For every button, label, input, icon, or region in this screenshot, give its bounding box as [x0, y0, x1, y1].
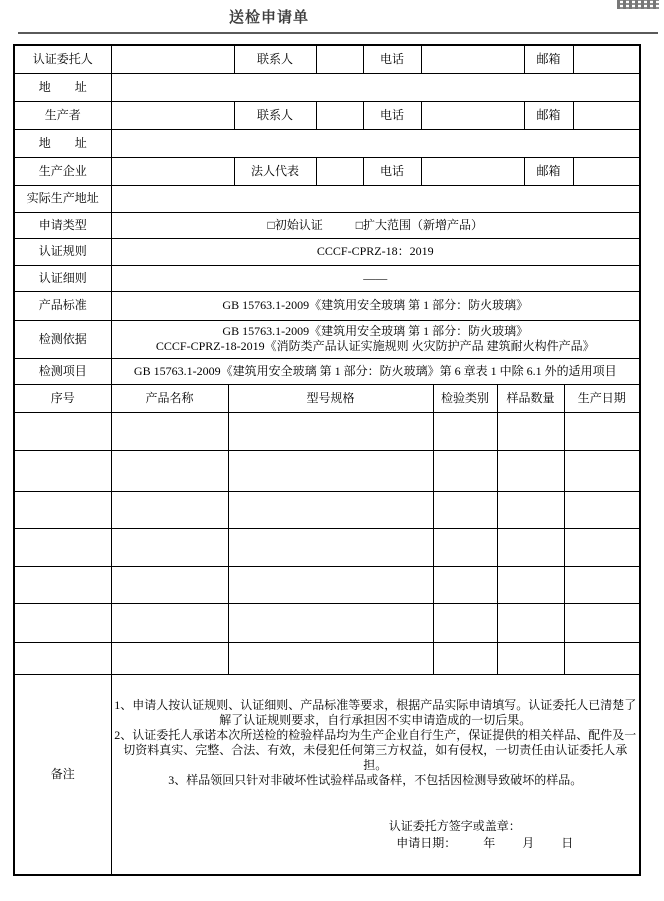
applicant-phone-value-cell[interactable] [421, 45, 524, 73]
date-label: 申请日期： [396, 835, 457, 850]
header-product-name: 产品名称 [111, 384, 228, 412]
test-items-label-cell: 检测项目 [14, 358, 111, 384]
cert-detail-label-cell: 认证细则 [14, 265, 111, 291]
producer-address-row [14, 129, 640, 157]
product-row [14, 642, 640, 674]
signature-label: 认证委托方签字或盖章： [388, 818, 521, 833]
applicant-label-cell: 认证委托人 [14, 45, 111, 73]
applicant-contact-value-cell[interactable] [316, 45, 363, 73]
producer-contact-value-cell[interactable] [316, 101, 363, 129]
product-category-cell[interactable] [433, 450, 497, 491]
applicant-email-value-cell[interactable] [573, 45, 640, 73]
product-category-cell[interactable] [433, 412, 497, 450]
actual-address-row [14, 185, 640, 212]
product-date-cell[interactable] [564, 642, 640, 674]
manufacturer-phone-value-cell[interactable] [421, 157, 524, 185]
remarks-item-1: 1、申请人按认证规则、认证细则、产品标准等要求，根据产品实际申请填写。认证委托人已清楚了解了认证规则要求，自行承担因不实申请造成的一切后果。 [114, 697, 637, 727]
manufacturer-row [14, 157, 640, 185]
test-items-row [14, 358, 640, 384]
manufacturer-email-label-cell: 邮箱 [524, 157, 573, 185]
manufacturer-phone-label-cell: 电话 [363, 157, 421, 185]
product-model-cell[interactable] [228, 642, 433, 674]
producer-email-label-cell: 邮箱 [524, 101, 573, 129]
product-quantity-cell[interactable] [497, 450, 564, 491]
product-name-cell[interactable] [111, 566, 228, 603]
application-type-row [14, 212, 640, 238]
application-date-line [331, 836, 640, 851]
page-title: 送检申请单 [229, 10, 310, 26]
product-name-cell[interactable] [111, 450, 228, 491]
product-date-cell[interactable] [564, 450, 640, 491]
date-day-label: 日 [561, 835, 574, 850]
product-name-cell[interactable] [111, 412, 228, 450]
product-serial-cell[interactable] [14, 412, 111, 450]
test-basis-row [14, 320, 640, 358]
product-row [14, 491, 640, 528]
applicant-address-label-cell: 地 址 [14, 73, 111, 101]
product-table-header-row [14, 384, 640, 412]
product-row [14, 450, 640, 491]
product-date-cell[interactable] [564, 412, 640, 450]
product-model-cell[interactable] [228, 528, 433, 566]
product-category-cell[interactable] [433, 566, 497, 603]
remarks-item-2: 2、认证委托人承诺本次所送检的检验样品均为生产企业自行生产，保证提供的相关样品、配件及一切资料真实、完整、合法、有效，未侵犯任何第三方权益，如有侵权，一切责任由认证委托人承担。 [114, 727, 637, 772]
signature-line [271, 819, 640, 834]
product-quantity-cell[interactable] [497, 412, 564, 450]
product-standard-label-cell: 产品标准 [14, 291, 111, 320]
product-standard-value-cell: GB 15763.1-2009《建筑用安全玻璃 第 1 部分：防火玻璃》 [111, 291, 640, 320]
product-row [14, 412, 640, 450]
remarks-item-3: 3、样品领回只针对非破坏性试验样品或备样，不包括因检测导致破坏的样品。 [168, 772, 583, 787]
product-name-cell[interactable] [111, 528, 228, 566]
applicant-email-label-cell: 邮箱 [524, 45, 573, 73]
product-quantity-cell[interactable] [497, 491, 564, 528]
manufacturer-contact-value-cell[interactable] [316, 157, 363, 185]
applicant-value-cell[interactable] [111, 45, 234, 73]
remarks-content-cell [111, 674, 640, 875]
product-date-cell[interactable] [564, 566, 640, 603]
manufacturer-email-value-cell[interactable] [573, 157, 640, 185]
product-model-cell[interactable] [228, 491, 433, 528]
producer-value-cell[interactable] [111, 101, 234, 129]
application-type-value-cell [111, 212, 640, 238]
test-basis-line-1: GB 15763.1-2009《建筑用安全玻璃 第 1 部分：防火玻璃》 [222, 324, 529, 338]
manufacturer-contact-label-cell: 法人代表 [234, 157, 316, 185]
date-month-label: 月 [522, 835, 535, 850]
product-serial-cell[interactable] [14, 603, 111, 642]
title-divider [18, 32, 658, 34]
cert-detail-row [14, 265, 640, 291]
header-serial-number: 序号 [14, 384, 111, 412]
producer-address-value-cell[interactable] [111, 129, 640, 157]
manufacturer-value-cell[interactable] [111, 157, 234, 185]
cert-detail-value-cell: —— [111, 265, 640, 291]
producer-contact-label-cell: 联系人 [234, 101, 316, 129]
producer-row [14, 101, 640, 129]
date-year-label: 年 [483, 835, 496, 850]
product-name-cell[interactable] [111, 603, 228, 642]
product-name-cell[interactable] [111, 642, 228, 674]
remarks-label-cell: 备注 [14, 674, 111, 875]
manufacturer-label-cell: 生产企业 [14, 157, 111, 185]
producer-phone-value-cell[interactable] [421, 101, 524, 129]
checkbox-scope-expansion[interactable]: □扩大范围（新增产品） [355, 217, 484, 232]
product-category-cell[interactable] [433, 528, 497, 566]
header-sample-quantity: 样品数量 [497, 384, 564, 412]
test-basis-label-cell: 检测依据 [14, 320, 111, 358]
product-serial-cell[interactable] [14, 642, 111, 674]
product-date-cell[interactable] [564, 491, 640, 528]
product-model-cell[interactable] [228, 450, 433, 491]
actual-address-value-cell[interactable] [111, 185, 640, 212]
header-inspection-category: 检验类别 [433, 384, 497, 412]
product-name-cell[interactable] [111, 491, 228, 528]
applicant-contact-label-cell: 联系人 [234, 45, 316, 73]
product-quantity-cell[interactable] [497, 566, 564, 603]
application-form-table [13, 44, 641, 876]
cert-rule-row [14, 238, 640, 265]
actual-address-label-cell: 实际生产地址 [14, 185, 111, 212]
product-quantity-cell[interactable] [497, 603, 564, 642]
applicant-address-row [14, 73, 640, 101]
product-serial-cell[interactable] [14, 528, 111, 566]
product-model-cell[interactable] [228, 603, 433, 642]
cert-rule-value-cell: CCCF-CPRZ-18：2019 [111, 238, 640, 265]
checkbox-initial-certification[interactable]: □初始认证 [267, 217, 323, 232]
test-items-value-cell: GB 15763.1-2009《建筑用安全玻璃 第 1 部分：防火玻璃》第 6 章表 1 中除 6.1 外的适用项目 [111, 358, 640, 384]
remarks-row [14, 674, 640, 875]
application-type-label-cell: 申请类型 [14, 212, 111, 238]
header-production-date: 生产日期 [564, 384, 640, 412]
product-model-cell[interactable] [228, 412, 433, 450]
applicant-phone-label-cell: 电话 [363, 45, 421, 73]
test-basis-value-cell [111, 320, 640, 358]
producer-address-label-cell: 地 址 [14, 129, 111, 157]
product-quantity-cell[interactable] [497, 642, 564, 674]
stamp-fragment [617, 0, 659, 9]
product-serial-cell[interactable] [14, 450, 111, 491]
applicant-address-value-cell[interactable] [111, 73, 640, 101]
test-basis-line-2: CCCF-CPRZ-18-2019《消防类产品认证实施规则 火灾防护产品 建筑耐火构件产品》 [155, 339, 595, 353]
header-model-spec: 型号规格 [228, 384, 433, 412]
product-date-cell[interactable] [564, 603, 640, 642]
product-serial-cell[interactable] [14, 566, 111, 603]
product-date-cell[interactable] [564, 528, 640, 566]
product-serial-cell[interactable] [14, 491, 111, 528]
product-standard-row [14, 291, 640, 320]
producer-label-cell: 生产者 [14, 101, 111, 129]
product-row [14, 603, 640, 642]
product-row [14, 566, 640, 603]
producer-phone-label-cell: 电话 [363, 101, 421, 129]
product-category-cell[interactable] [433, 642, 497, 674]
product-category-cell[interactable] [433, 491, 497, 528]
producer-email-value-cell[interactable] [573, 101, 640, 129]
applicant-row [14, 45, 640, 73]
product-quantity-cell[interactable] [497, 528, 564, 566]
product-model-cell[interactable] [228, 566, 433, 603]
cert-rule-label-cell: 认证规则 [14, 238, 111, 265]
product-category-cell[interactable] [433, 603, 497, 642]
product-row [14, 528, 640, 566]
